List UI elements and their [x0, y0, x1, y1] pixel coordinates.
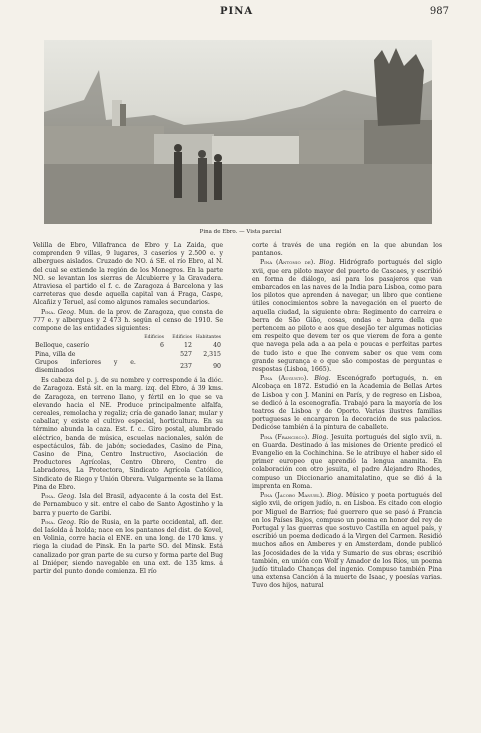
paragraph: Es cabeza del p. j. de su nombre y corresponde á la dióc. de Zaragoza. Está sit. en la marg. izq. del Ebro, á 39 kms. de Zaragoza, en terreno llano, y fértil en lo que se va elevando hacia el NE. Produce principalmente alfalfa, cereales, remolacha y regaliz; cría de ganado lanar, mular y caballar, y existe el cultivo especial, horticultura. En su término abunda la caza. Est. f. c.. Giro postal, alumbrado eléctrico, banda de música, escuelas nacionales, salón de espectáculos, fáb. de jabón; sociedades, Casino de Pina, Casino de Pina, Centro Instructivo, Asociación de Productores Agrícolas, Centro Obrero, Centro de Labradores, La Protectora, Sindicato Agrícola Católico, Sindicato de Riego y Unión Obrera. Vulgarmente se la llama Pina de Ebro. [33, 377, 223, 491]
entry-term: Pina (Augusto). [260, 375, 309, 383]
table-cell: 2,315 [203, 350, 221, 358]
entry-abbreviation: Geog. [57, 518, 76, 526]
photograph-image [44, 40, 432, 224]
entry-paragraph [252, 492, 442, 590]
table-header-row [33, 334, 223, 342]
table-cell: 237 [180, 362, 192, 370]
entry-text: Hidrógrafo portugués del siglo xvii, que era piloto mayor del puerto de Cascaes, y escribió en forma de diálogo, así para los pasajeros que van embarcados en las naves de la India para Lisboa, como para los pilotos que aprenden á navegar, un libro que contiene útiles conocimientos sobre la navegación en el puerto de aquella ciudad, la siguiente obra: Regimento do carreira e berra de São Gião, cosas, ondas e barra della que pertencem ao piloto e aos que desejão ter algumas noticias em respeito que devem ter os que vierem de fora a gente que navega pela ada a aa pela e poucas e perfeitas partes de tudo isto e que lhe convem saber os que vem com grande segurança e o que são compostas de perguntas e respostas (Lisboa, 1665). [252, 259, 442, 374]
entry-paragraph [252, 259, 442, 374]
entry-term: Pina. [41, 518, 56, 526]
entry-abbreviation: Geog. [57, 308, 76, 316]
paragraph: corte á través de una región en la que abundan los pantanos. [252, 242, 442, 258]
entry-text: Mun. de la prov. de Zaragoza, que consta de 777 e. y albergues y 2 473 h. según el censo de 1910. Se compone de las entidades siguientes: [33, 308, 223, 333]
entry-abbreviation: Biog. [314, 375, 331, 383]
table-cell-label: Pina, villa de [35, 350, 76, 358]
entry-term: Pina (Francisco). [260, 433, 310, 441]
right-column [252, 242, 442, 592]
entry-term: Pina (Jacobo Manuel). [260, 492, 325, 500]
entry-text: Escenógrafo portugués, n. en Alcobaça en 1872. Estudió en la Academia de Bellas Artes de Lisboa y con J. Manini en París, y de regreso en Lisboa, se dedicó á la escenografía. Trabajó para la mayoría de los teatros de Lisboa y de Oporto. Varias ilustres familias portuguesas le encargaron la decoración de sus palacios. Dedicóse también á la pintura de caballete. [252, 375, 443, 432]
table-header: Habitantes [195, 335, 221, 341]
entry-term: Pina. [41, 308, 56, 316]
table-cell: 90 [213, 362, 221, 370]
entry-abbreviation: Biog. [312, 433, 329, 441]
table-cell: 6 [159, 342, 164, 350]
entry-paragraph [33, 309, 223, 334]
entry-paragraph [252, 434, 442, 491]
paragraph: Velilla de Ebro, Villafranca de Ebro y La Zaida, que comprenden 9 villas, 9 lugares, 3 caseríos y 2.500 e. y albergues aislados. Cruzado de NO. á SE. el río Ebro, al N. del cual se extiende la región de los Monegros. En la parte NO. se levantan los sierras de Alcubierre y la Gravadera. Atraviesa el partido el f. c. de Zaragoza á Barcelona y las carreteras que desde aquella capital van á Fraga, Caspe, Alcañiz y Teruel, así como algunos ramales secundarios. [33, 242, 223, 307]
entry-abbreviation: Biog. [319, 259, 336, 267]
entry-text: Isla del Brasil, adyacente á la costa del Est. de Pernambuco y sit. entre el cabo de Santo Agostinho y la barra y puerto de Garibi. [33, 493, 223, 517]
table-cell [138, 351, 166, 359]
entry-abbreviation: Biog. [326, 492, 344, 500]
table-cell-label: Grupos inferiores y e. diseminados [35, 358, 136, 375]
table-cell: 527 [180, 350, 192, 358]
entry-text: Músico y poeta portugués del siglo xvii, de origen judío, n. en Lisboa. Es citado con elogio por Miguel de Barrios; fué guerrero que se pasó á Francia en los Países Bajos, compuso un poema en honor del rey de Portugal y las guerras que sostuvo Castilla en aquel país, y escribió un poema dedicado á la Virgen del Carmen. Residió muchos años en Amberes y en Amsterdam, donde publicó las Jocosidades de la vida y Sumario de sus obras; escribió también, en unión con Wolf y Amador de los Ríos, un poema judío titulado Chanças del ingenio. Compuso también Pina una extensa Canción á la muerte de Isaac, y poesías varias. Tuvo dos hijos, natural [252, 492, 443, 590]
table-header: Edificios [144, 335, 164, 341]
entry-text: Río de Rusia, en la parte occidental, afl. der. del Iaśolda á Ixolda; nace en los pantanos del dist. de Kovel, en Volinia, corre hacia el ENE. en una long. de 170 kms. y riega la ciudad de Pinsk. En la parte SO. del Minsk. Está canalizado por gran parte de su curso y forma parte del Bug al Dniéper, siendo navegable en una ext. de 135 kms. á partir del punto donde comienza. El río [33, 518, 224, 575]
entry-paragraph [33, 519, 223, 576]
entry-term: Pina (Antonio de). [260, 259, 316, 267]
table-row [33, 359, 223, 375]
table-cell: 40 [213, 342, 221, 350]
entry-paragraph [252, 375, 442, 432]
entry-abbreviation: Geog. [57, 493, 77, 501]
entry-term: Pina. [41, 493, 56, 501]
figure-caption: Pina de Ebro. — Vista parcial [199, 229, 282, 235]
table-row [33, 342, 223, 350]
page-number: 987 [429, 6, 449, 17]
table-header: Edificios [172, 335, 192, 341]
census-table [33, 334, 223, 375]
table-cell [138, 359, 166, 375]
entry-paragraph [33, 493, 223, 518]
photograph [44, 40, 432, 224]
page-header [0, 4, 481, 22]
entry-text: Jesuita portugués del siglo xvii, n. en Guarda. Destinado á las misiones de Oriente predicó el Evangelio en la Cochinchina. Se le atribuye el haber sido el primer europeo que aprendió la lengua anamita. En colaboración con otro jesuita, el padre Alejandro Rhodes, compuso un Diccionario anamitalatino, que se dió á la imprenta en Roma. [252, 433, 443, 490]
left-column [33, 242, 223, 577]
running-head: PINA [220, 6, 254, 17]
table-row [33, 351, 223, 359]
table-cell: 12 [184, 342, 192, 350]
table-cell-label: Belloque, caserío [35, 342, 90, 350]
